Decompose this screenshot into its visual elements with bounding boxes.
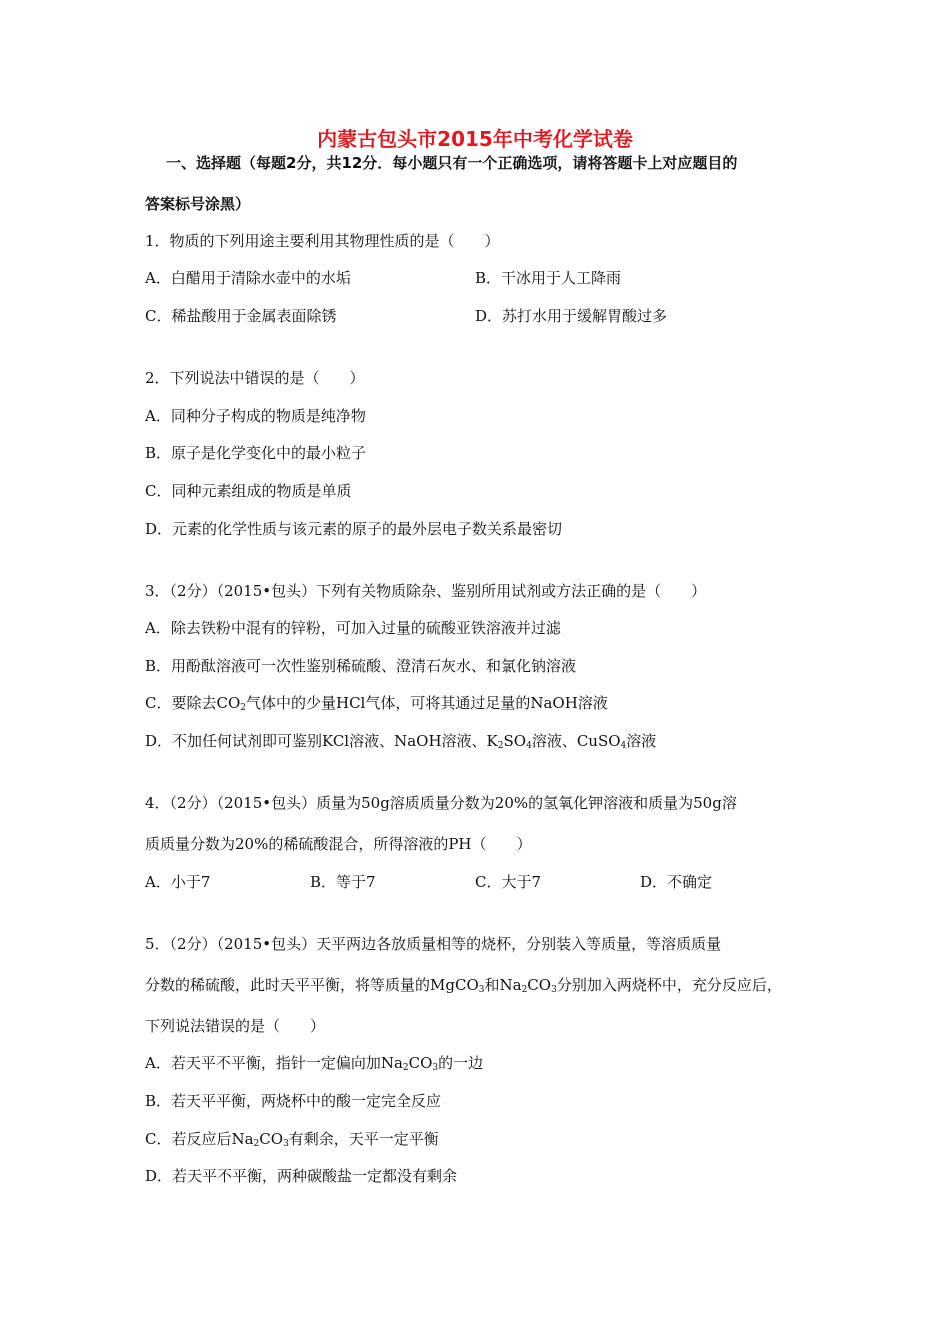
q5-stem-line2: 分数的稀硫酸，此时天平平衡，将等质量的MgCO$_3$和$Na_2CO_3$分别加入两烧杯中，充分反应后， [145, 976, 782, 995]
q5-option-a: A．若天平不平衡，指针一定偏向加$Na_2CO_3$的一边 [145, 1054, 484, 1073]
q5-stem-line1: 5．（2分）（2015•包头）天平两边各放质量相等的烧杯，分别装入等质量，等溶质质量 [145, 935, 722, 953]
q3-option-c: C．要除去$CO_2$气体中的少量HCl气体，可将其通过足量的NaOH溶液 [145, 694, 608, 713]
q2-option-a: A．同种分子构成的物质是纯净物 [145, 407, 366, 425]
q5-stem-line3: 下列说法错误的是（ ） [145, 1017, 326, 1035]
q1-stem: 1．物质的下列用途主要利用其物理性质的是（ ） [145, 232, 500, 250]
q4-stem-line1: 4．（2分）（2015•包头）质量为50g溶质质量分数为20%的氢氧化钾溶液和质量为50g溶 [145, 794, 737, 812]
q5-option-c: C．若反应后$Na_2CO_3$有剩余，天平一定平衡 [145, 1130, 439, 1149]
q3-option-b: B．用酚酞溶液可一次性鉴别稀硫酸、澄清石灰水、和氯化钠溶液 [145, 657, 577, 675]
q3-option-d: D．不加任何试剂即可鉴别KCl溶液、NaOH溶液、$K_2SO_4$溶液、CuSO$_4$溶液 [145, 732, 657, 751]
section-heading-line1: 一、选择题（每题2分，共12分．每小题只有一个正确选项，请将答题卡上对应题目的 [166, 154, 738, 172]
q4-option-d: D．不确定 [640, 873, 713, 891]
q1-option-d: D．苏打水用于缓解胃酸过多 [475, 307, 668, 325]
q3-option-a: A．除去铁粉中混有的锌粉，可加入过量的硫酸亚铁溶液并过滤 [145, 619, 561, 637]
q3-stem: 3．（2分）（2015•包头）下列有关物质除杂、鉴别所用试剂或方法正确的是（ ） [145, 582, 707, 600]
page-title: 内蒙古包头市2015年中考化学试卷 [317, 127, 633, 151]
q5-option-d: D．若天平不平衡，两种碳酸盐一定都没有剩余 [145, 1167, 458, 1185]
q1-option-c: C．稀盐酸用于金属表面除锈 [145, 307, 337, 325]
q1-option-a: A．白醋用于清除水壶中的水垢 [145, 269, 351, 287]
q5-option-b: B．若天平平衡，两烧杯中的酸一定完全反应 [145, 1092, 442, 1110]
q4-option-a: A．小于7 [145, 873, 211, 891]
q2-option-b: B．原子是化学变化中的最小粒子 [145, 444, 367, 462]
q4-option-b: B．等于7 [310, 873, 376, 891]
q4-option-c: C．大于7 [475, 873, 542, 891]
q2-option-c: C．同种元素组成的物质是单质 [145, 482, 352, 500]
q4-stem-line2: 质质量分数为20%的稀硫酸混合，所得溶液的PH（ ） [145, 835, 532, 853]
section-heading-line2: 答案标号涂黑） [145, 195, 251, 213]
q2-stem: 2．下列说法中错误的是（ ） [145, 369, 365, 387]
q2-option-d: D．元素的化学性质与该元素的原子的最外层电子数关系最密切 [145, 520, 563, 538]
q1-option-b: B．干冰用于人工降雨 [475, 269, 622, 287]
